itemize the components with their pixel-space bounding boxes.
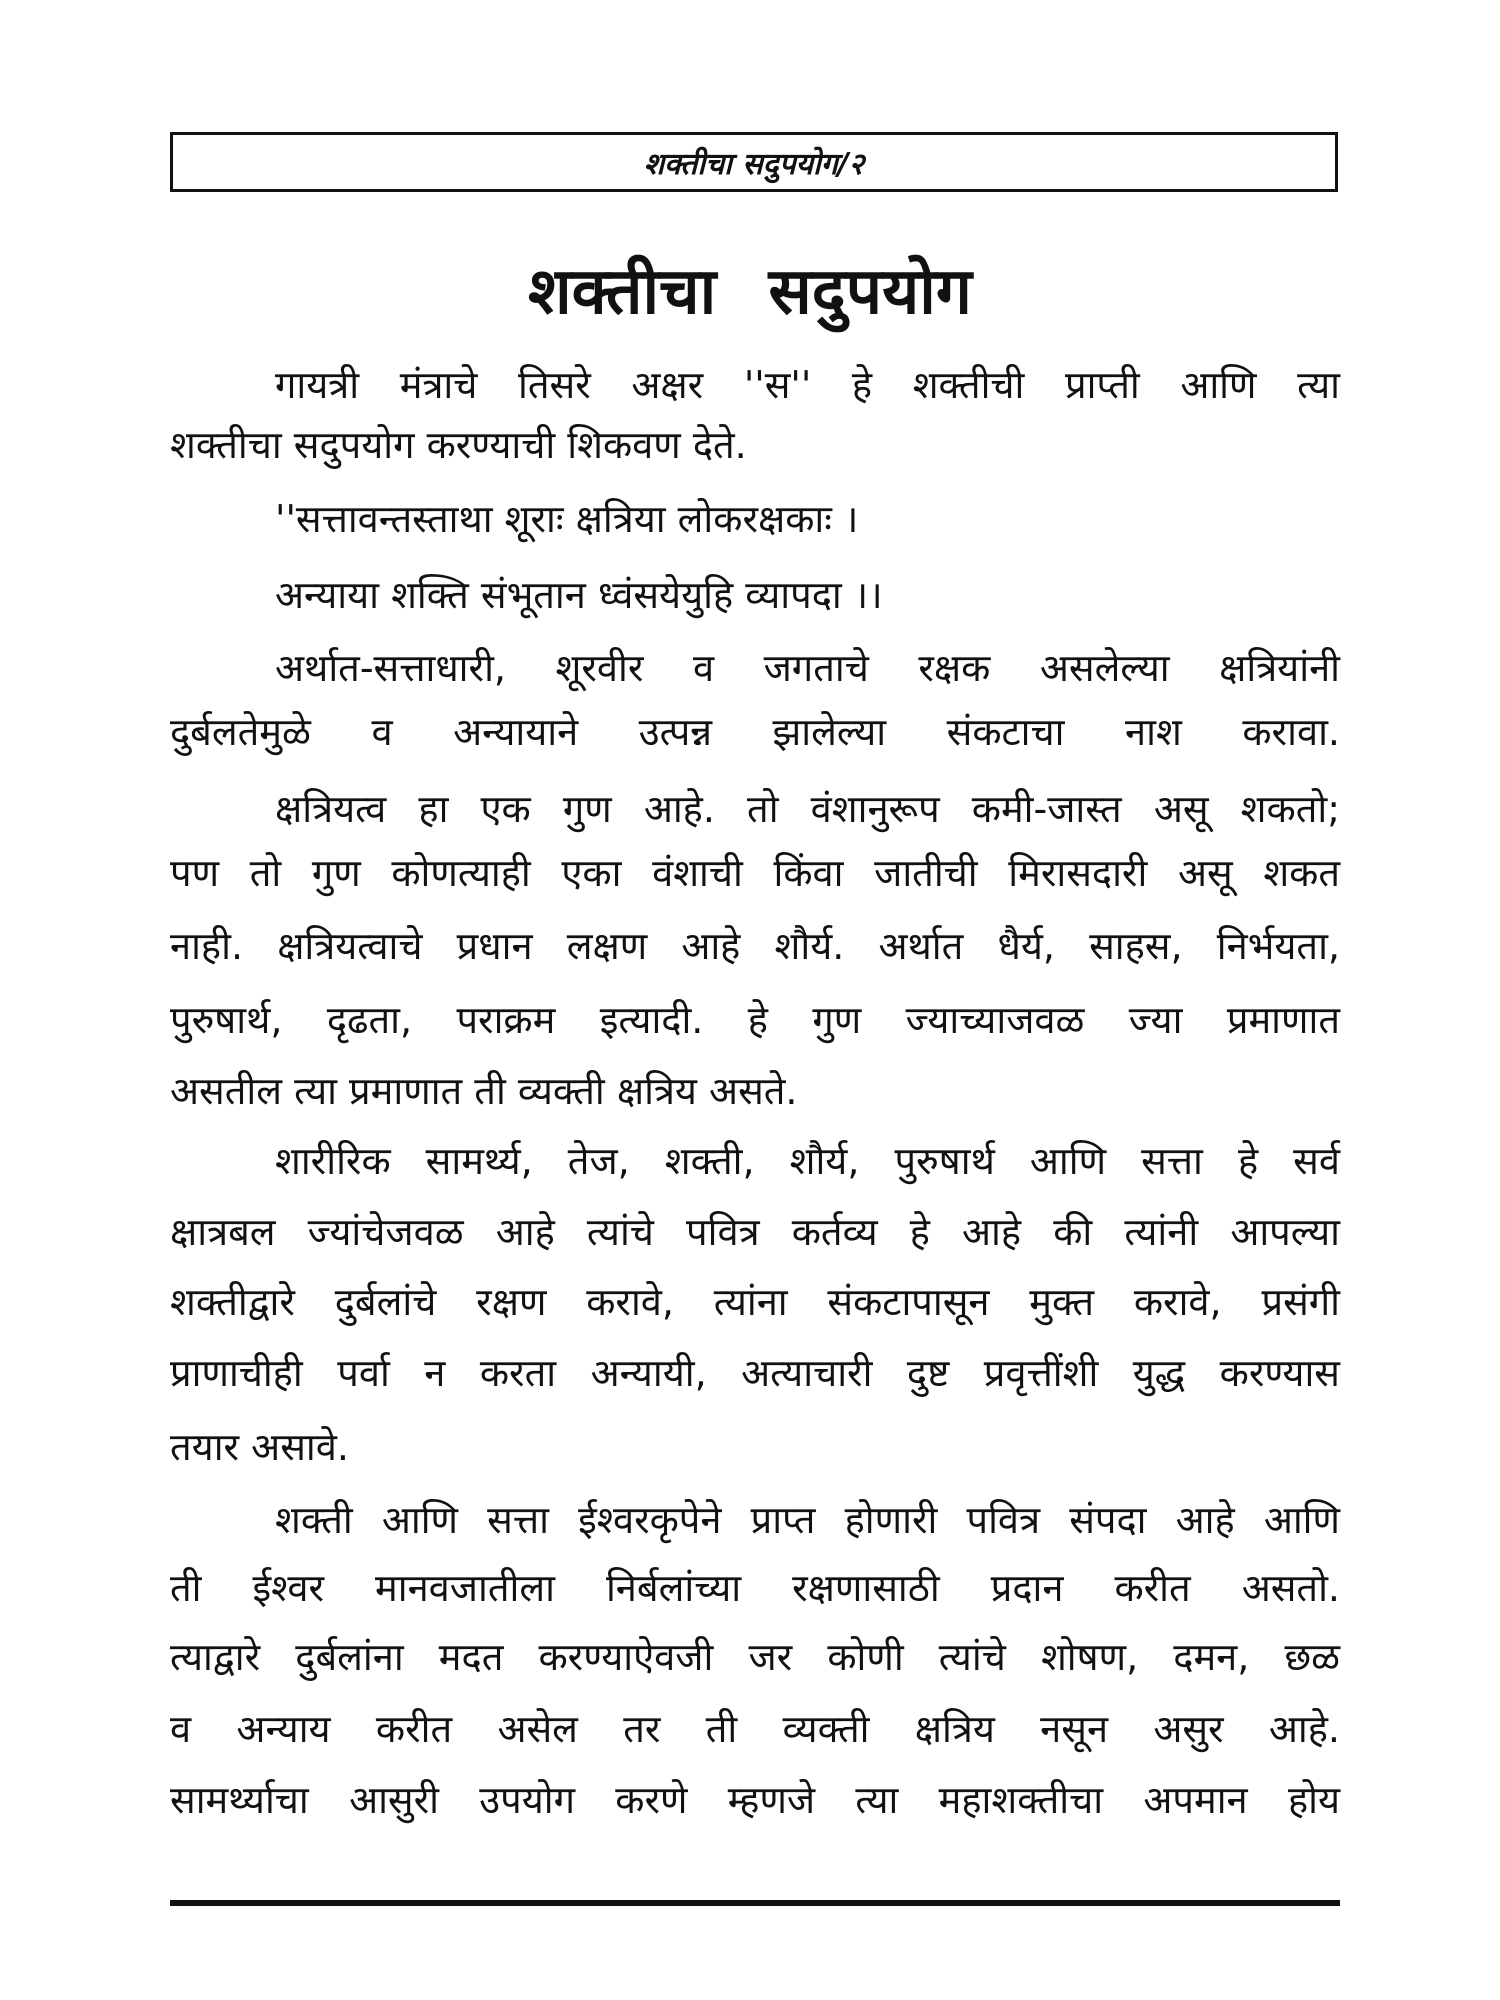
text-line: असतील त्या प्रमाणात ती व्यक्ती क्षत्रिय असते. [170,1069,798,1113]
text-line: पुरुषार्थ, दृढता, पराक्रम इत्यादी. हे गुण ज्याच्याजवळ ज्या प्रमाणात [170,998,1340,1042]
bottom-rule [170,1900,1340,1906]
running-header-text: शक्तीचा सदुपयोग/२ [643,146,865,182]
text-line: क्षात्रबल ज्यांचेजवळ आहे त्यांचे पवित्र कर्तव्य हे आहे की त्यांनी आपल्या [170,1210,1340,1254]
text-line: पण तो गुण कोणत्याही एका वंशाची किंवा जातीची मिरासदारी असू शकत [170,851,1340,895]
text-line: त्याद्वारे दुर्बलांना मदत करण्याऐवजी जर कोणी त्यांचे शोषण, दमन, छळ [170,1635,1340,1679]
text-line: क्षत्रियत्व हा एक गुण आहे. तो वंशानुरूप कमी-जास्त असू शकतो; [275,787,1340,831]
text-line: गायत्री मंत्राचे तिसरे अक्षर ''स'' हे शक्तीची प्राप्ती आणि त्या [275,363,1340,407]
running-header [170,132,1338,192]
text-line: ती ईश्वर मानवजातीला निर्बलांच्या रक्षणासाठी प्रदान करीत असतो. [170,1566,1340,1610]
text-line: तयार असावे. [170,1425,349,1469]
text-line: अर्थात-सत्ताधारी, शूरवीर व जगताचे रक्षक असलेल्या क्षत्रियांनी [275,646,1340,690]
text-line: व अन्याय करीत असेल तर ती व्यक्ती क्षत्रिय नसून असुर आहे. [170,1707,1340,1751]
chapter-title: शक्तीचा सदुपयोग [528,255,972,329]
text-line: सामर्थ्याचा आसुरी उपयोग करणे म्हणजे त्या महाशक्तीचा अपमान होय [170,1778,1340,1822]
text-line: शक्तीचा सदुपयोग करण्याची शिकवण देते. [170,423,747,467]
text-line: शक्ती आणि सत्ता ईश्वरकृपेने प्राप्त होणारी पवित्र संपदा आहे आणि [275,1498,1340,1542]
text-line: नाही. क्षत्रियत्वाचे प्रधान लक्षण आहे शौर्य. अर्थात धैर्य, साहस, निर्भयता, [170,924,1340,968]
verse-line: ''सत्तावन्तस्ताथा शूराः क्षत्रिया लोकरक्षकाः । [275,497,859,541]
verse-line: अन्याया शक्ति संभूतान ध्वंसयेयुहि व्यापदा ।। [275,573,883,617]
text-line: प्राणाचीही पर्वा न करता अन्यायी, अत्याचारी दुष्ट प्रवृत्तींशी युद्ध करण्यास [170,1351,1340,1395]
text-line: शारीरिक सामर्थ्य, तेज, शक्ती, शौर्य, पुरुषार्थ आणि सत्ता हे सर्व [275,1139,1340,1183]
text-line: दुर्बलतेमुळे व अन्यायाने उत्पन्न झालेल्या संकटाचा नाश करावा. [170,710,1340,754]
text-line: शक्तीद्वारे दुर्बलांचे रक्षण करावे, त्यांना संकटापासून मुक्त करावे, प्रसंगी [170,1280,1340,1324]
